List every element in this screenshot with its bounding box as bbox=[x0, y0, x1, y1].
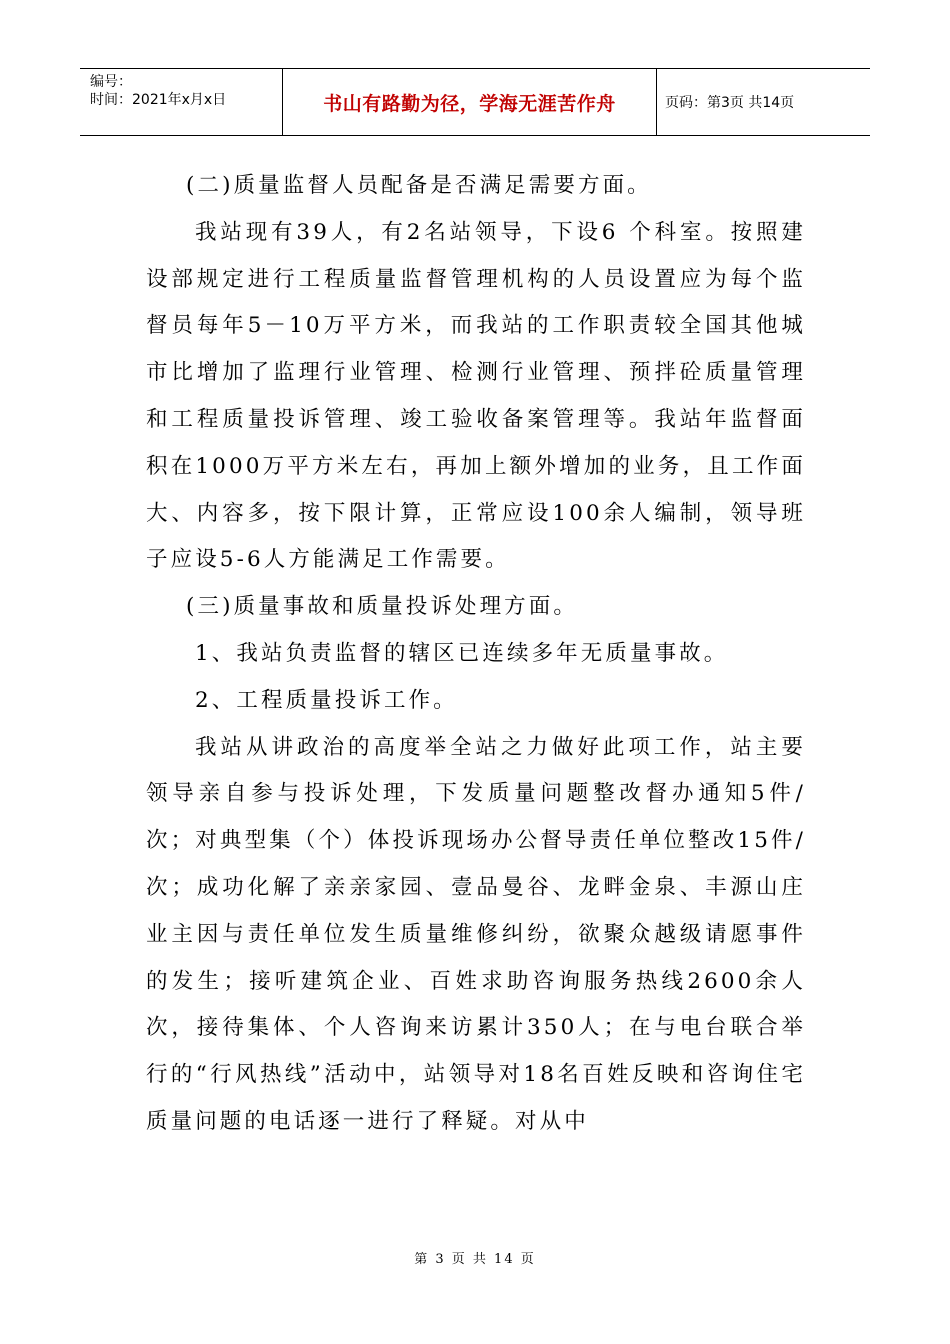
list-item-complaint-work: 2、工程质量投诉工作。 bbox=[195, 687, 458, 713]
section-heading-staffing: (二)质量监督人员配备是否满足需要方面。 bbox=[186, 173, 652, 198]
document-body bbox=[146, 163, 806, 1146]
document-number-label: 编号： bbox=[90, 74, 132, 90]
document-header bbox=[80, 68, 870, 136]
list-item-no-accidents: 1、我站负责监督的辖区已连续多年无质量事故。 bbox=[195, 640, 729, 666]
paragraph-staffing: 我站现有39人，有2名站领导，下设6 个科室。按照建设部规定进行工程质量监督管理机构的人员设置应为每个监督员每年5－10万平方米，而我站的工作职责较全国其他城市比增加了监理行业管理、检测行业管理、预拌砼质量管理和工程质量投诉管理、竣工验收备案管理等。我站年监督面积在1000万平方米左右，再加上额外增加的业务，且工作面大、内容多，按下限计算，正常应设100余人编制，领导班子应设5-6人方能满足工作需要。 bbox=[146, 219, 806, 573]
header-meta bbox=[80, 69, 283, 135]
header-motto: 书山有路勤为径，学海无涯苦作舟 bbox=[283, 69, 657, 135]
document-date: 时间：2021年x月x日 bbox=[90, 92, 227, 108]
section-heading-complaints: (三)质量事故和质量投诉处理方面。 bbox=[186, 594, 578, 620]
header-page-info: 页码：第3页 共14页 bbox=[665, 95, 795, 111]
paragraph-complaint-handling: 我站从讲政治的高度举全站之力做好此项工作，站主要领导亲自参与投诉处理，下发质量问题整改督办通知5件/次；对典型集（个）体投诉现场办公督导责任单位整改15件/次；成功化解了亲亲家园、壹品曼谷、龙畔金泉、丰源山庄业主因与责任单位发生质量维修纠纷，欲聚众越级请愿事件的发生；接听建筑企业、百姓求助咨询服务热线2600余人次，接待集体、个人咨询来访累计350人；在与电台联合举行的“行风热线”活动中，站领导对18名百姓反映和咨询住宅质量问题的电话逐一进行了释疑。对从中 bbox=[146, 734, 806, 1134]
page-footer: 第 3 页 共 14 页 bbox=[414, 1252, 536, 1267]
